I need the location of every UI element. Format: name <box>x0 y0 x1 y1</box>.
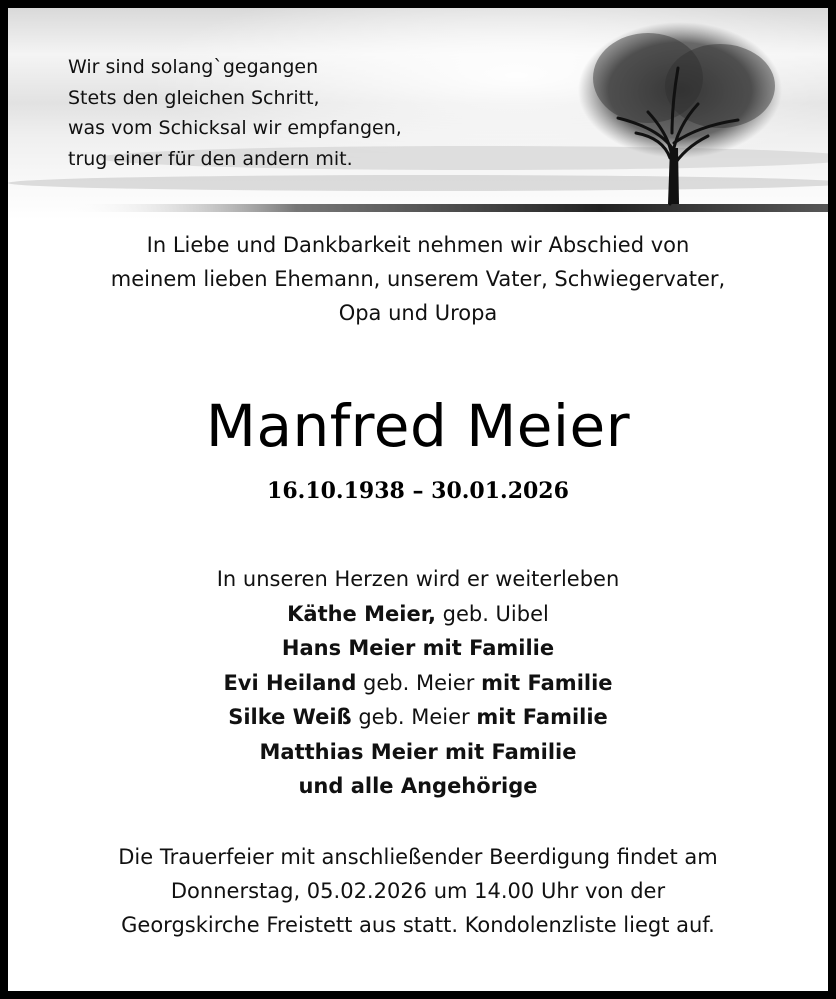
mourner-name: Käthe Meier, <box>287 601 436 626</box>
maiden-name: geb. Meier <box>356 670 482 695</box>
mourner-line <box>20 597 816 632</box>
poem-line: Stets den gleichen Schritt, <box>68 86 320 109</box>
mourner-name: Silke Weiß <box>228 705 352 729</box>
intro-line: Opa und Uropa <box>338 301 498 325</box>
funeral-service-info <box>20 840 816 942</box>
mourner-line: und alle Angehörige <box>298 774 538 798</box>
poem-line: trug einer für den andern mit. <box>68 147 353 170</box>
service-line: Georgskirche Freistett aus statt. Kondolenzliste liegt auf. <box>121 913 715 937</box>
intro-line: meinem lieben Ehemann, unserem Vater, Schwiegervater, <box>110 267 726 291</box>
mourner-line: Hans Meier mit Familie <box>281 636 555 660</box>
farewell-intro <box>20 228 816 330</box>
service-line: Die Trauerfeier mit anschließender Beerdigung findet am <box>118 845 718 869</box>
mourner-line <box>20 666 816 701</box>
service-line: Donnerstag, 05.02.2026 um 14.00 Uhr von der <box>170 879 666 903</box>
mourner-line: Matthias Meier mit Familie <box>259 739 577 764</box>
maiden-name: geb. Meier <box>351 705 477 729</box>
life-dates: 16.10.1938 – 30.01.2026 <box>267 478 569 504</box>
mourner-line <box>20 700 816 735</box>
family-suffix: mit Familie <box>481 670 613 695</box>
family-suffix: mit Familie <box>476 705 608 729</box>
poem <box>68 52 402 174</box>
intro-line: In Liebe und Dankbarkeit nehmen wir Abschied von <box>146 233 690 257</box>
maiden-name: geb. Uibel <box>435 601 549 626</box>
poem-line: was vom Schicksal wir empfangen, <box>68 117 402 139</box>
header-image <box>8 8 828 220</box>
poem-line: Wir sind solang`gegangen <box>68 56 319 78</box>
mourner-name: Evi Heiland <box>223 670 357 695</box>
deceased-name: Manfred Meier <box>205 392 631 460</box>
mourners-list <box>20 562 816 804</box>
mourners-heading: In unseren Herzen wird er weiterleben <box>216 567 620 591</box>
